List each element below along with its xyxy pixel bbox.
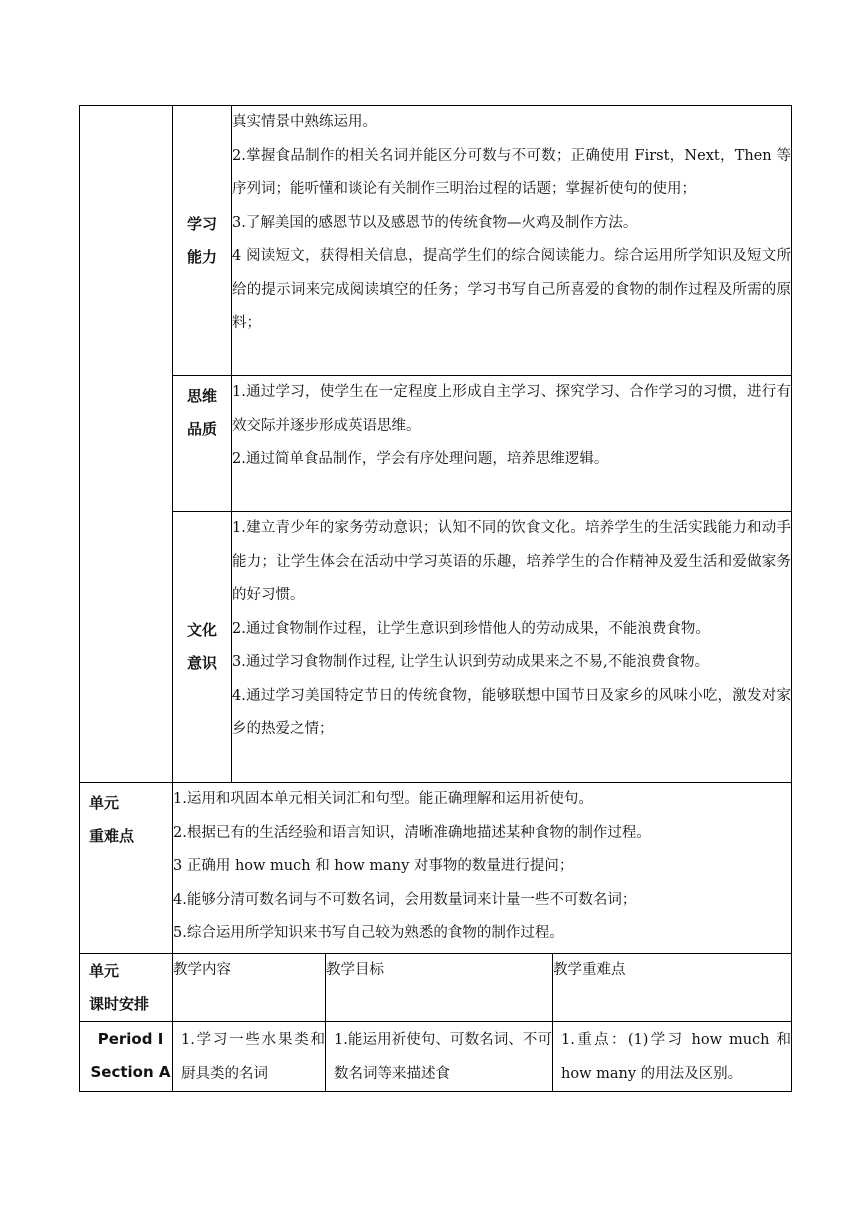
unit-plan-table bbox=[79, 105, 792, 1092]
row-cultural-awareness bbox=[80, 512, 792, 783]
row-thinking-quality bbox=[80, 376, 792, 512]
header-teaching-focus: 教学重难点 bbox=[553, 954, 792, 1022]
period-1-label: Period Ⅰ Section A bbox=[80, 1022, 173, 1092]
period-1-objective: 1.能运用祈使句、可数名词、不可数名词等来描述食 bbox=[326, 1022, 553, 1092]
header-teaching-objective: 教学目标 bbox=[326, 954, 553, 1022]
key-points-label: 单元 重难点 bbox=[80, 783, 173, 954]
thinking-quality-text: 1.通过学习，使学生在一定程度上形成自主学习、探究学习、合作学习的习惯，进行有效交际并逐步形成英语思维。 2.通过简单食品制作，学会有序处理问题，培养思维逻辑。 bbox=[232, 376, 792, 512]
row-period-1 bbox=[80, 1022, 792, 1092]
cultural-awareness-label: 文化 意识 bbox=[173, 512, 232, 783]
row-key-points bbox=[80, 783, 792, 954]
period-1-focus: 1.重点：(1)学习 how much 和 how many 的用法及区别。 bbox=[553, 1022, 792, 1092]
header-teaching-content: 教学内容 bbox=[173, 954, 326, 1022]
row-group-blank-cell bbox=[80, 106, 173, 783]
key-points-text: 1.运用和巩固本单元相关词汇和句型。能正确理解和运用祈使句。 2.根据已有的生活经验和语言知识，清晰准确地描述某种食物的制作过程。 3 正确用 how much 和 how many 对事物的数量进行提问； 4.能够分清可数名词与不可数名词，会用数量词来计量一些不可数名词； 5.综合运用所学知识来书写自己较为熟悉的食物的制作过程。 bbox=[173, 783, 792, 954]
schedule-label: 单元 课时安排 bbox=[80, 954, 173, 1022]
learning-ability-text: 真实情景中熟练运用。 2.掌握食品制作的相关名词并能区分可数与不可数；正确使用 First，Next，Then 等序列词；能听懂和谈论有关制作三明治过程的话题；掌握祈使句的使用； 3.了解美国的感恩节以及感恩节的传统食物—火鸡及制作方法。 4 阅读短文，获得相关信息，提高学生们的综合阅读能力。综合运用所学知识及短文所给的提示词来完成阅读填空的任务；学习书写自己所喜爱的食物的制作过程及所需的原料； bbox=[232, 106, 792, 376]
period-1-content: 1.学习一些水果类和厨具类的名词 bbox=[173, 1022, 326, 1092]
row-learning-ability bbox=[80, 106, 792, 376]
cultural-awareness-text: 1.建立青少年的家务劳动意识；认知不同的饮食文化。培养学生的生活实践能力和动手能力；让学生体会在活动中学习英语的乐趣，培养学生的合作精神及爱生活和爱做家务的好习惯。 2.通过食物制作过程，让学生意识到珍惜他人的劳动成果，不能浪费食物。 3.通过学习食物制作过程, 让学生认识到劳动成果来之不易,不能浪费食物。 4.通过学习美国特定节日的传统食物，能够联想中国节日及家乡的风味小吃，激发对家乡的热爱之情； bbox=[232, 512, 792, 783]
row-schedule-header bbox=[80, 954, 792, 1022]
thinking-quality-label: 思维 品质 bbox=[173, 376, 232, 512]
learning-ability-label: 学习 能力 bbox=[173, 106, 232, 376]
